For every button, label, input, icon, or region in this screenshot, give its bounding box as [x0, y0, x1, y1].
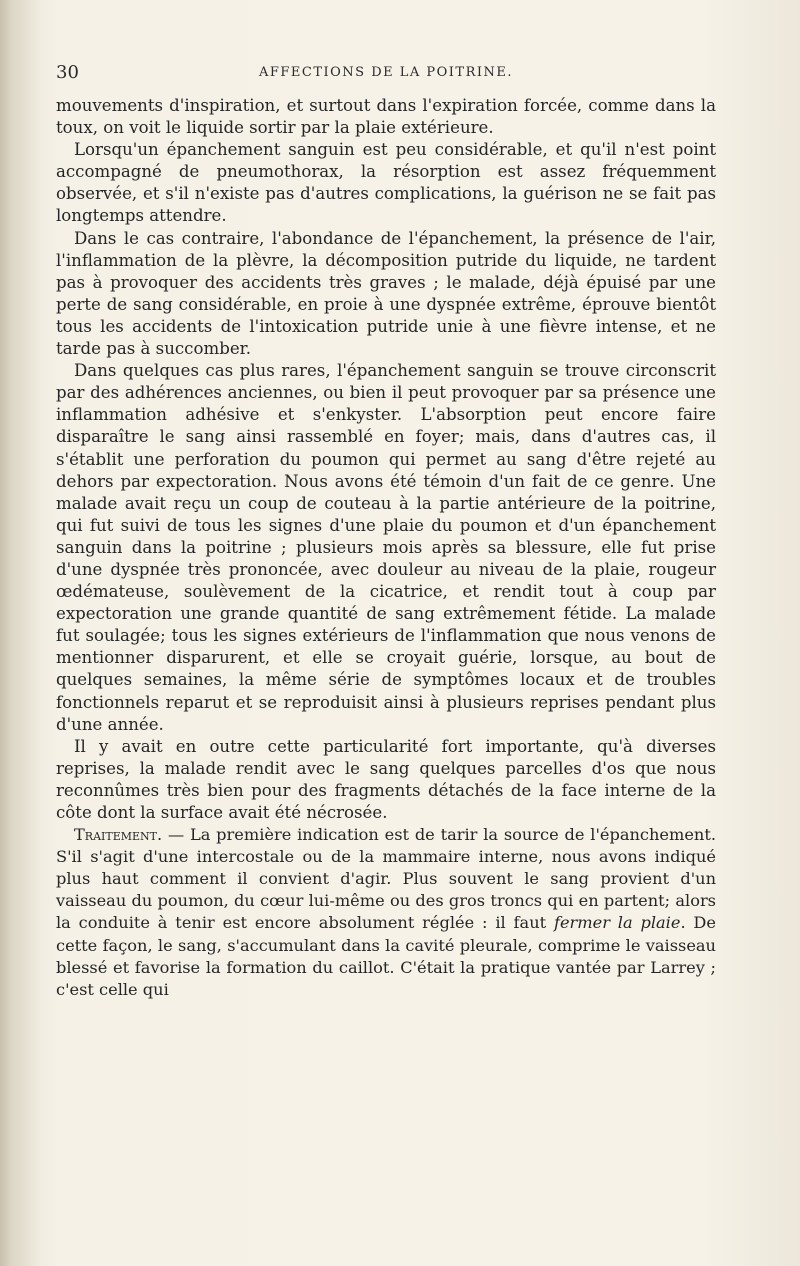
page-header — [56, 62, 716, 88]
running-title: AFFECTIONS DE LA POITRINE. — [258, 65, 514, 80]
body-text — [56, 95, 716, 1001]
treatment-paragraph — [56, 824, 716, 1001]
treatment-text-end: . De cette façon, le sang, s'accumulant dans la cavité pleurale, comprime le vaisseau blessé et favorise la formation du caillot. C'était la pratique vantée par Larrey ; c'est celle qui — [56, 913, 716, 999]
paragraph: mouvements d'inspiration, et surtout dans l'expiration forcée, comme dans la toux, on voit le liquide sortir par la plaie extérieure. — [56, 96, 716, 138]
paragraph: Dans quelques cas plus rares, l'épanchement sanguin se trouve circonscrit par des adhérences anciennes, ou bien il peut provoquer par sa présence une inflammation adhésive et s'enkyster. L'absorption peut encore faire disparaître le sang ainsi rassemblé en foyer; mais, dans d'autres cas, il s'établit une perforation du poumon qui permet au sang d'être rejeté au dehors par expectoration. Nous avons été témoin d'un fait de ce genre. Une malade avait reçu un coup de couteau à la partie antérieure de la poitrine, qui fut suivi de tous les signes d'une plaie du poumon et d'un épanchement sanguin dans la poitrine ; plusieurs mois après sa blessure, elle fut prise d'une dyspnée très prononcée, avec douleur au niveau de la plaie, rougeur œdémateuse, soulèvement de la cicatrice, et rendit tout à coup par expectoration une grande quantité de sang extrêmement fétide. La malade fut soulagée; tous les signes extérieurs de l'inflammation que nous venons de mentionner disparurent, et elle se croyait guérie, lorsque, au bout de quelques semaines, la même série de symptômes locaux et de troubles fonctionnels reparut et se reproduisit ainsi à plusieurs reprises pendant plus d'une année. — [56, 361, 716, 734]
treatment-emphasis: fermer la plaie — [553, 913, 681, 933]
paragraph: Dans le cas contraire, l'abondance de l'épanchement, la présence de l'air, l'inflammation de la plèvre, la décomposition putride du liquide, ne tardent pas à provoquer des accidents très graves ; le malade, déjà épuisé par une perte de sang considérable, en proie à une dyspnée extrême, éprouve bientôt tous les accidents de l'intoxication putride unie à une fièvre intense, et ne tarde pas à succomber. — [56, 228, 716, 359]
binding-shadow — [0, 0, 40, 1266]
paragraph: Lorsqu'un épanchement sanguin est peu considérable, et qu'il n'est point accompagné de pneumothorax, la résorption est assez fréquemment observée, et s'il n'existe pas d'autres complications, la guérison ne se fait pas longtemps attendre. — [56, 140, 716, 226]
treatment-text: — La première indication est de tarir la source de l'épanchement. S'il s'agit d'une intercostale ou de la mammaire interne, nous avons indiqué plus haut comment il convient d'agir. Plus souvent le sang provient d'un vaisseau du poumon, du cœur lui-même ou des gros troncs qui en partent; alors la conduite à tenir est encore absolument réglée : il faut — [56, 825, 716, 933]
page-number: 30 — [56, 62, 79, 83]
treatment-label: Traitement. — [74, 825, 163, 845]
paragraph: Il y avait en outre cette particularité fort importante, qu'à diverses reprises, la malade rendit avec le sang quelques parcelles d'os que nous reconnûmes très bien pour des fragments détachés de la face interne de la côte dont la surface avait été nécrosée. — [56, 736, 716, 822]
